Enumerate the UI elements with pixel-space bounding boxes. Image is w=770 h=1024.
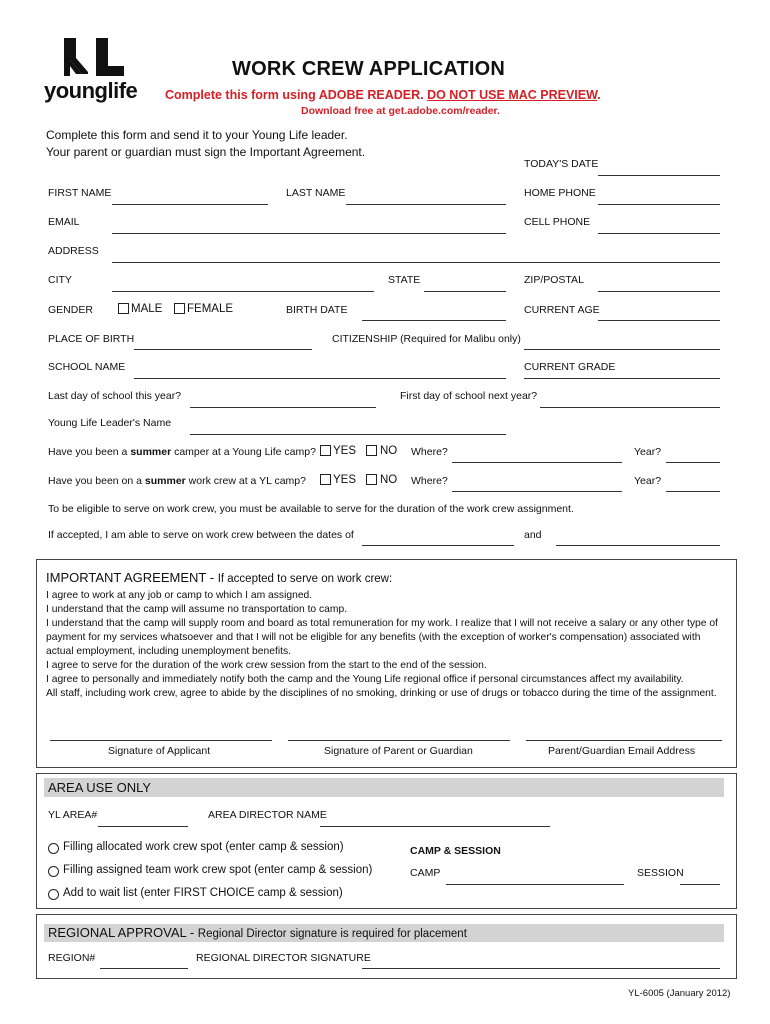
camper-year-label: Year? [634,446,662,458]
agreement-line: I agree to work at any job or camp to which I am assigned. [46,590,313,601]
crew-where-field[interactable] [452,491,622,492]
wait-list-radio[interactable] [48,889,59,900]
last-day-school-label: Last day of school this year? [48,390,182,402]
camper-question: Have you been a summer camper at a Young Life camp? [48,446,316,458]
cell-phone-field[interactable] [598,233,720,234]
crew-no-label: NO [380,474,398,486]
current-grade-field[interactable] [524,378,720,379]
first-day-school-field[interactable] [540,407,720,408]
area-heading: AREA USE ONLY [48,780,152,795]
agreement-text [46,589,726,701]
camper-no-checkbox[interactable] [366,445,377,456]
home-phone-label: HOME PHONE [524,187,596,199]
zip-label: ZIP/POSTAL [524,274,584,286]
first-name-label: FIRST NAME [48,187,112,199]
regional-director-signature-label: REGIONAL DIRECTOR SIGNATURE [196,952,371,964]
yl-area-label: YL AREA# [48,809,98,821]
email-label: EMAIL [48,216,80,228]
wait-list-label: Add to wait list (enter FIRST CHOICE camp & session) [63,887,343,899]
dates-and-label: and [524,529,542,541]
camper-where-field[interactable] [452,462,622,463]
male-checkbox[interactable] [118,303,129,314]
camper-year-field[interactable] [666,462,720,463]
cell-phone-label: CELL PHONE [524,216,591,228]
session-field[interactable] [680,884,720,885]
last-name-label: LAST NAME [286,187,346,199]
crew-no-checkbox[interactable] [366,474,377,485]
current-age-field[interactable] [598,320,720,321]
parent-email-label: Parent/Guardian Email Address [548,745,696,757]
leader-name-field[interactable] [190,434,506,435]
agreement-line: All staff, including work crew, agree to abide by the disciplines of no smoking, drinking or use of drugs or tobacco during the time of the assignment. [46,688,717,699]
city-field[interactable] [112,291,374,292]
leader-name-label: Young Life Leader's Name [48,417,172,429]
agreement-line: I understand that the camp will supply room and board as total remuneration for my work. I realize that I will not receive a salary or any other type of payment for my services whatsoever and that I will not be eligible for any benefits (with the exception of worker's compensation) associated with actual employment, including unemployment benefits. [46,618,718,657]
applicant-signature-field[interactable] [50,740,272,741]
agreement-line: I agree to personally and immediately notify both the camp and the Young Life regional office if personal circumstances affect my availability. [46,674,684,685]
birth-date-label: BIRTH DATE [286,304,348,316]
parent-signature-field[interactable] [288,740,510,741]
form-title: WORK CREW APPLICATION [232,58,506,80]
allocated-spot-radio[interactable] [48,843,59,854]
camper-no-label: NO [380,445,398,457]
last-name-field[interactable] [346,204,506,205]
birth-date-field[interactable] [362,320,506,321]
dates-from-field[interactable] [362,545,514,546]
yl-area-field[interactable] [98,826,188,827]
state-label: STATE [388,274,421,286]
place-of-birth-label: PLACE OF BIRTH [48,333,135,345]
parent-signature-label: Signature of Parent or Guardian [324,745,473,757]
school-name-label: SCHOOL NAME [48,361,126,373]
younglife-wordmark: younglife [44,78,138,103]
camper-yes-checkbox[interactable] [320,445,331,456]
crew-yes-label: YES [333,474,357,486]
female-label: FEMALE [187,303,234,315]
adobe-warning: Complete this form using ADOBE READER. DO NOT USE MAC PREVIEW. [165,88,601,102]
form-code: YL-6005 (January 2012) [628,988,731,999]
region-field[interactable] [100,968,188,969]
crew-yes-checkbox[interactable] [320,474,331,485]
current-age-label: CURRENT AGE [524,304,600,316]
last-day-school-field[interactable] [190,407,376,408]
session-label: SESSION [637,867,684,879]
camper-where-label: Where? [411,446,448,458]
camp-label: CAMP [410,867,441,879]
intro-line-1: Complete this form and send it to your Young Life leader. [46,128,348,142]
download-note: Download free at get.adobe.com/reader. [301,105,500,117]
assigned-team-radio[interactable] [48,866,59,877]
female-checkbox[interactable] [174,303,185,314]
younglife-logo [42,36,154,108]
home-phone-field[interactable] [598,204,720,205]
crew-year-field[interactable] [666,491,720,492]
zip-field[interactable] [598,291,720,292]
male-label: MALE [131,303,163,315]
current-grade-label: CURRENT GRADE [524,361,616,373]
address-label: ADDRESS [48,245,99,257]
place-of-birth-field[interactable] [134,349,312,350]
applicant-signature-label: Signature of Applicant [108,745,211,757]
school-name-field[interactable] [134,378,506,379]
camper-yes-label: YES [333,445,357,457]
region-label: REGION# [48,952,96,964]
regional-heading: REGIONAL APPROVAL - Regional Director signature is required for placement [48,925,467,940]
eligibility-note: To be eligible to serve on work crew, you must be available to serve for the duration of the work crew assignment. [48,503,574,515]
address-field[interactable] [112,262,720,263]
crew-where-label: Where? [411,475,448,487]
agreement-line: I agree to serve for the duration of the work crew session from the start to the end of the session. [46,660,487,671]
todays-date-field[interactable] [598,175,720,176]
crew-year-label: Year? [634,475,662,487]
citizenship-field[interactable] [524,349,720,350]
camp-session-heading: CAMP & SESSION [410,845,501,857]
first-name-field[interactable] [112,204,268,205]
assigned-team-label: Filling assigned team work crew spot (enter camp & session) [63,864,373,876]
state-field[interactable] [424,291,506,292]
parent-email-field[interactable] [526,740,722,741]
dates-to-field[interactable] [556,545,720,546]
area-director-field[interactable] [320,826,550,827]
city-label: CITY [48,274,72,286]
area-director-label: AREA DIRECTOR NAME [208,809,327,821]
agreement-line: I understand that the camp will assume no transportation to camp. [46,604,348,615]
regional-director-signature-field[interactable] [362,968,720,969]
email-field[interactable] [112,233,506,234]
dates-prompt: If accepted, I am able to serve on work crew between the dates of [48,529,354,541]
camp-field[interactable] [446,884,624,885]
gender-label: GENDER [48,304,93,316]
agreement-heading: IMPORTANT AGREEMENT - If accepted to serve on work crew: [46,570,393,585]
allocated-spot-label: Filling allocated work crew spot (enter camp & session) [63,841,344,853]
todays-date-label: TODAY'S DATE [524,158,599,170]
intro-line-2: Your parent or guardian must sign the Important Agreement. [46,145,366,159]
first-day-school-label: First day of school next year? [400,390,538,402]
crew-question: Have you been on a summer work crew at a YL camp? [48,475,306,487]
citizenship-label: CITIZENSHIP (Required for Malibu only) [332,333,521,345]
